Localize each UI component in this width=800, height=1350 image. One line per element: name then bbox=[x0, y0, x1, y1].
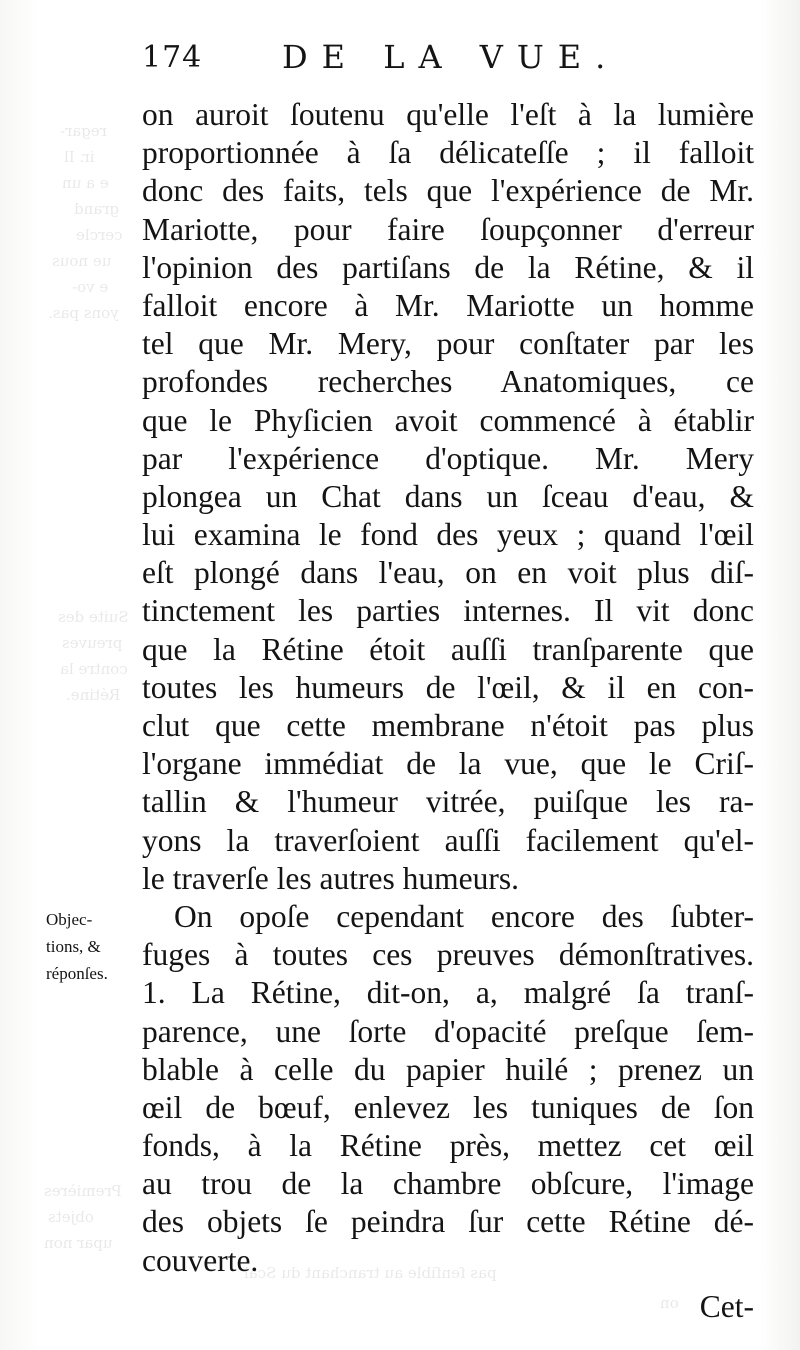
text-line: parence, une ſorte d'opacité preſque ſem- bbox=[142, 1013, 754, 1049]
body-text bbox=[142, 96, 754, 1326]
text-line: que la Rétine étoit auſſi tranſparente que bbox=[142, 631, 754, 667]
text-line: fonds, à la Rétine près, mettez cet œil bbox=[142, 1128, 754, 1164]
text-line: falloit encore à Mr. Mariotte un homme bbox=[142, 287, 754, 323]
text-line: l'organe immédiat de la vue, que le Criſ- bbox=[142, 746, 754, 782]
margin-note-line: tions, & bbox=[46, 937, 101, 956]
margin-note-line: Objec- bbox=[46, 910, 93, 929]
text-line: œil de bœuf, enlevez les tuniques de ſon bbox=[142, 1089, 754, 1125]
bleed-text: on bbox=[660, 1294, 679, 1312]
text-line: On opoſe cependant encore des ſubter- bbox=[174, 898, 754, 934]
text-line: couverte. bbox=[142, 1242, 259, 1278]
bleed-text: e vo- bbox=[72, 278, 109, 296]
text-line: Mariotte, pour faire ſoupçonner d'erreur bbox=[142, 211, 754, 247]
text-line: yons la traverſoient auſſi facilement qu'el- bbox=[142, 822, 754, 858]
page-header bbox=[142, 36, 642, 86]
catchword: Cet- bbox=[699, 1288, 754, 1324]
text-line: tinctement les parties internes. Il vit donc bbox=[142, 593, 754, 629]
text-line: que le Phyſicien avoit commencé à établir bbox=[142, 402, 754, 438]
bleed-text: grand bbox=[74, 200, 119, 218]
bleed-text: yons pas. bbox=[48, 304, 119, 322]
text-line: lui examina le fond des yeux ; quand l'œil bbox=[142, 517, 754, 553]
text-line: on auroit ſoutenu qu'elle l'eſt à la lumière bbox=[142, 97, 754, 132]
bleed-text: ue nous bbox=[52, 252, 112, 270]
bleed-text: cercle bbox=[76, 226, 123, 244]
text-line: donc des faits, tels que l'expérience de Mr. bbox=[142, 173, 754, 209]
text-line: profondes recherches Anatomiques, ce bbox=[142, 364, 754, 400]
text-line: proportionnée à ſa délicateſſe ; il falloit bbox=[142, 135, 754, 171]
text-line: plongea un Chat dans un ſceau d'eau, & bbox=[142, 478, 754, 514]
text-line: tel que Mr. Mery, pour conſtater par les bbox=[142, 326, 754, 362]
text-line: eſt plongé dans l'eau, on en voit plus diſ- bbox=[142, 555, 754, 591]
bleed-text: Suite des bbox=[58, 608, 129, 626]
bleed-text: contre la bbox=[60, 660, 128, 678]
text-line: par l'expérience d'optique. Mr. Mery bbox=[142, 440, 754, 476]
page-number: 174 bbox=[142, 40, 203, 75]
running-title: DE LA VUE. bbox=[282, 38, 620, 76]
bleed-text: upar non bbox=[44, 1234, 113, 1252]
bleed-text: Premières bbox=[44, 1182, 122, 1200]
bleed-text: preuves bbox=[62, 634, 123, 652]
bleed-text: e a un bbox=[62, 174, 109, 192]
text-line: fuges à toutes ces preuves démonſtratives. bbox=[142, 937, 754, 973]
text-line: tallin & l'humeur vitrée, puiſque les ra- bbox=[142, 784, 754, 820]
text-line: 1. La Rétine, dit-on, a, malgré ſa tranſ- bbox=[142, 975, 754, 1011]
text-line: au trou de la chambre obſcure, l'image bbox=[142, 1166, 754, 1202]
bleed-text: objets bbox=[48, 1208, 94, 1226]
bleed-text: regar- bbox=[60, 122, 107, 140]
text-line: l'opinion des partiſans de la Rétine, & il bbox=[142, 249, 754, 285]
text-line: toutes les humeurs de l'œil, & il en con- bbox=[142, 669, 754, 705]
margin-note-line: réponſes. bbox=[46, 964, 108, 983]
bleed-text: Rétine. bbox=[66, 686, 121, 704]
margin-note bbox=[46, 906, 146, 987]
bleed-text: ir. Il bbox=[64, 148, 95, 166]
text-line: des objets ſe peindra ſur cette Rétine dé- bbox=[142, 1204, 754, 1240]
text-line: le traverſe les autres humeurs. bbox=[142, 860, 519, 896]
text-line: clut que cette membrane n'étoit pas plus bbox=[142, 708, 754, 743]
text-line: blable à celle du papier huilé ; prenez un bbox=[142, 1051, 754, 1087]
bleed-text: pas ſenſible au tranchant du Scal bbox=[244, 1264, 497, 1282]
